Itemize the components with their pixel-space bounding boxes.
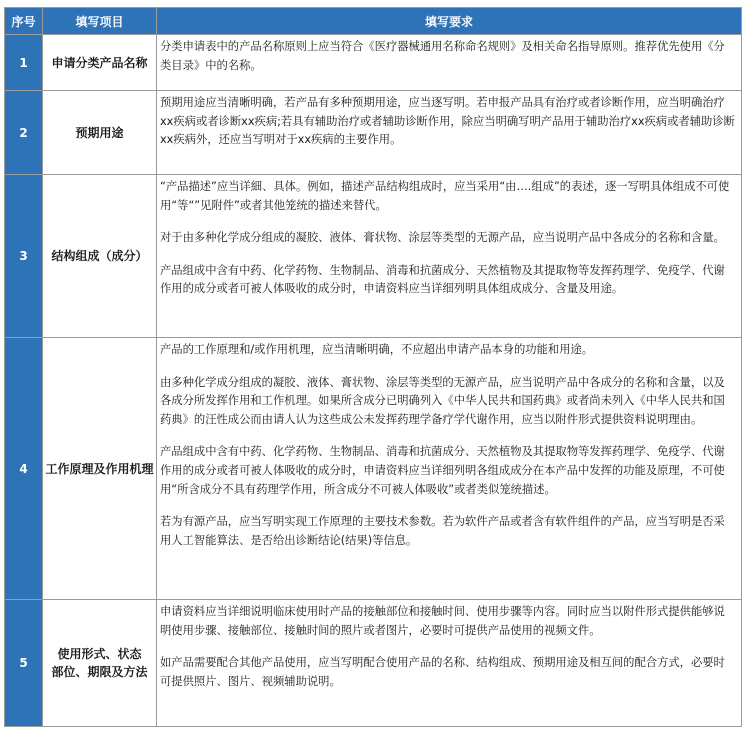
row-index: 2 (5, 91, 43, 175)
header-index: 序号 (5, 8, 43, 35)
table-header-row (5, 8, 742, 35)
row-item: 工作原理及作用机理 (43, 338, 157, 600)
requirement-paragraph: 若为有源产品，应当写明实现工作原理的主要技术参数。若为软件产品或者含有软件组件的产品，应当写明是否采用人工智能算法、是否给出诊断结论(结果)等信息。 (160, 515, 725, 547)
row-requirement (157, 338, 742, 600)
requirement-paragraph: 产品组成中含有中药、化学药物、生物制品、消毒和抗菌成分、天然植物及其提取物等发挥药理学、免疫学、代谢作用的成分或者可被人体吸收的成分时，申请资料应当详细列明具体组成成分、含量及用途。 (160, 263, 725, 296)
table-row (5, 338, 742, 600)
table-row (5, 175, 742, 338)
row-requirement (157, 35, 742, 91)
row-item: 预期用途 (43, 91, 157, 175)
requirements-table (4, 7, 742, 727)
requirement-paragraph: 对于由多种化学成分组成的凝胶、液体、膏状物、涂层等类型的无源产品，应当说明产品中各成分的名称和含量。 (160, 231, 725, 245)
row-item-line: 使用形式、状态 (57, 647, 142, 661)
requirement-paragraph: 产品组成中含有中药、化学药物、生物制品、消毒和抗菌成分、天然植物及其提取物等发挥药理学、免疫学、代谢作用的成分或者可被人体吸收的成分时，申请资料应当详细列明各组成成分在本产品中发挥的功能及原理，不可使用“所含成分不具有药理学作用，所含成分不可被人体吸收”或者类似笼统描述。 (160, 445, 725, 496)
row-requirement (157, 91, 742, 175)
requirement-paragraph: “产品描述”应当详細、具体。例如，描述产品结构组成时，应当采用“由….组成”的表述，逐一写明具体组成不可使用“等“”见附件”或者其他笼统的描述来替代。 (160, 180, 730, 212)
requirement-paragraph: 申请资料应当详细说明临床使用时产品的接触部位和接触时间、使用步骤等内容。同时应当以附件形式提供能够说明使用步骤、接触部位、接触时间的照片或者图片，必要时可提供产品使用的视频文件。 (160, 605, 725, 637)
table-row (5, 600, 742, 727)
row-index: 3 (5, 175, 43, 338)
requirement-paragraph: 分类申请表中的产品名称原则上应当符合《医疗器械通用名称命名规则》及相关命名指导原则。推荐优先使用《分类目录》中的名称。 (160, 40, 725, 72)
row-item-line: 部位、期限及方法 (51, 665, 148, 679)
row-requirement (157, 175, 742, 338)
requirement-paragraph: 如产品需要配合其他产品使用，应当写明配合使用产品的名称、结构组成、预期用途及相互间的配合方式，必要时可提供照片、图片、视频辅助说明。 (160, 656, 725, 688)
header-item: 填写项目 (43, 8, 157, 35)
row-index: 1 (5, 35, 43, 91)
header-requirement: 填写要求 (157, 8, 742, 35)
row-index: 4 (5, 338, 43, 600)
row-item: 申请分类产品名称 (43, 35, 157, 91)
requirement-paragraph: 产品的工作原理和/或作用机理，应当清晰明确，不应超出申请产品本身的功能和用途。 (160, 343, 594, 356)
row-item (43, 600, 157, 727)
table-row (5, 91, 742, 175)
row-requirement (157, 600, 742, 727)
row-index: 5 (5, 600, 43, 727)
requirement-paragraph: 由多种化学成分组成的凝胶、液体、膏状物、涂层等类型的无源产品，应当说明产品中各成分的名称和含量，以及各成分所发挥作用和工作机理。如果所含成分已明确列入《中华人民共和国药典》或者尚未列入《中华人民共和国药典》的汪性成公而由请人认为这些成公未发挥药理学备疗学代谢作用，应当以附件形式提供资料说明理由。 (160, 375, 725, 426)
table-row (5, 35, 742, 91)
requirement-paragraph: 预期用途应当清晰明确，若产品有多种预期用途，应当逐写明。若申报产品具有治疗或者诊断作用，应当明确治疗xx疾病或者诊断xx疾病;若具有辅助治疗或者辅助诊断作用，除应当明确写明产品用于辅助治疗xx疾病或者辅助诊断xx疾病外，还应当写明对于xx疾病的主要作用。 (160, 96, 735, 147)
row-item: 结构组成（成分） (43, 175, 157, 338)
